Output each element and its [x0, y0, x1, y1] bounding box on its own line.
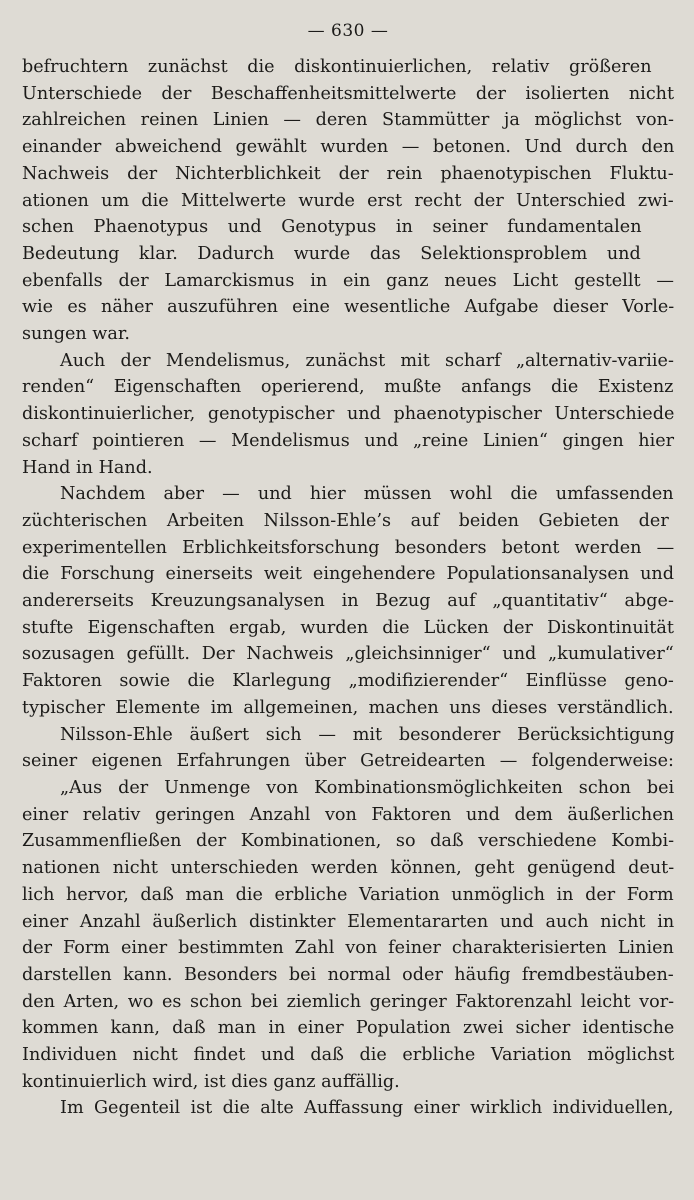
text-line: ationen um die Mittelwerte wurde erst recht der Unterschied zwi-	[22, 190, 674, 211]
text-line: kontinuierlich wird, ist dies ganz auffällig.	[22, 1071, 400, 1092]
text-line: seiner eigenen Erfahrungen über Getreidearten — folgenderweise:	[22, 751, 674, 772]
text-line: Hand in Hand.	[22, 457, 153, 478]
text-line: zahlreichen reinen Linien — deren Stammütter ja möglichst von-	[22, 110, 674, 131]
text-line: Individuen nicht findet und daß die erbliche Variation möglichst	[22, 1045, 675, 1066]
text-line: der Form einer bestimmten Zahl von feiner charakterisierten Linien	[22, 938, 674, 959]
text-line: Auch der Mendelismus, zunächst mit scharf „alternativ-variie-	[60, 350, 674, 371]
text-line: die Forschung einerseits weit eingehendere Populationsanalysen und	[22, 564, 675, 585]
text-line: züchterischen Arbeiten Nilsson-Ehle’s auf beiden Gebieten der	[22, 510, 669, 531]
paragraph-2	[22, 348, 674, 482]
text-line: stufte Eigenschaften ergab, wurden die Lücken der Diskontinuität	[22, 617, 674, 638]
body-text	[22, 54, 674, 1122]
text-line: „Aus der Unmenge von Kombinationsmöglichkeiten schon bei	[60, 777, 675, 798]
text-line: wie es näher auszuführen eine wesentliche Aufgabe dieser Vorle-	[22, 297, 675, 318]
text-line: darstellen kann. Besonders bei normal oder häufig fremdbestäuben-	[22, 964, 674, 985]
text-line: Bedeutung klar. Dadurch wurde das Selektionsproblem und	[22, 243, 641, 264]
text-line: scharf pointieren — Mendelismus und „reine Linien“ gingen hier	[22, 430, 675, 451]
paragraph-4	[22, 722, 674, 775]
text-line: andererseits Kreuzungsanalysen in Bezug auf „quantitativ“ abge-	[22, 591, 674, 612]
text-line: ebenfalls der Lamarckismus in ein ganz neues Licht gestellt —	[22, 270, 674, 291]
text-line: nationen nicht unterschieden werden können, geht genügend deut-	[22, 858, 675, 879]
text-line: lich hervor, daß man die erbliche Variation unmöglich in der Form	[22, 884, 674, 905]
paragraph-1	[22, 54, 674, 348]
text-line: Nachdem aber — und hier müssen wohl die umfassenden	[60, 484, 674, 505]
paragraph-6	[22, 1095, 674, 1122]
text-line: Unterschiede der Beschaffenheitsmittelwerte der isolierten nicht	[22, 83, 675, 104]
text-line: renden“ Eigenschaften operierend, mußte anfangs die Existenz	[22, 377, 674, 398]
text-line: befruchtern zunächst die diskontinuierlichen, relativ größeren	[22, 57, 652, 77]
text-line: den Arten, wo es schon bei ziemlich geringer Faktorenzahl leicht vor-	[22, 991, 675, 1012]
text-line: einer relativ geringen Anzahl von Faktoren und dem äußerlichen	[22, 804, 675, 825]
paragraph-5-quote	[22, 775, 674, 1095]
text-line: experimentellen Erblichkeitsforschung besonders betont werden —	[22, 537, 675, 558]
text-line: Nilsson-Ehle äußert sich — mit besonderer Berücksichtigung	[60, 724, 675, 745]
text-line: sozusagen gefüllt. Der Nachweis „gleichsinniger“ und „kumulativer“	[22, 644, 674, 665]
text-line: schen Phaenotypus und Genotypus in seiner fundamentalen	[22, 217, 642, 238]
text-line: typischer Elemente im allgemeinen, machen uns dieses verständlich.	[22, 697, 674, 718]
text-line: Im Gegenteil ist die alte Auffassung einer wirklich individuellen,	[60, 1098, 674, 1119]
text-line: kommen kann, daß man in einer Population zwei sicher identische	[22, 1018, 675, 1039]
text-line: Nachweis der Nichterblichkeit der rein phaenotypischen Fluktu-	[22, 163, 674, 184]
paragraph-3	[22, 481, 674, 721]
page-number: — 630 —	[307, 21, 389, 41]
text-line: diskontinuierlicher, genotypischer und phaenotypischer Unterschiede	[22, 404, 675, 425]
text-line: Zusammenfließen der Kombinationen, so daß verschiedene Kombi-	[22, 831, 675, 852]
text-line: einander abweichend gewählt wurden — betonen. Und durch den	[22, 137, 675, 158]
text-line: Faktoren sowie die Klarlegung „modifizierender“ Einflüsse geno-	[22, 671, 674, 692]
text-line: einer Anzahl äußerlich distinkter Elementararten und auch nicht in	[22, 911, 675, 932]
text-line: sungen war.	[22, 324, 130, 345]
